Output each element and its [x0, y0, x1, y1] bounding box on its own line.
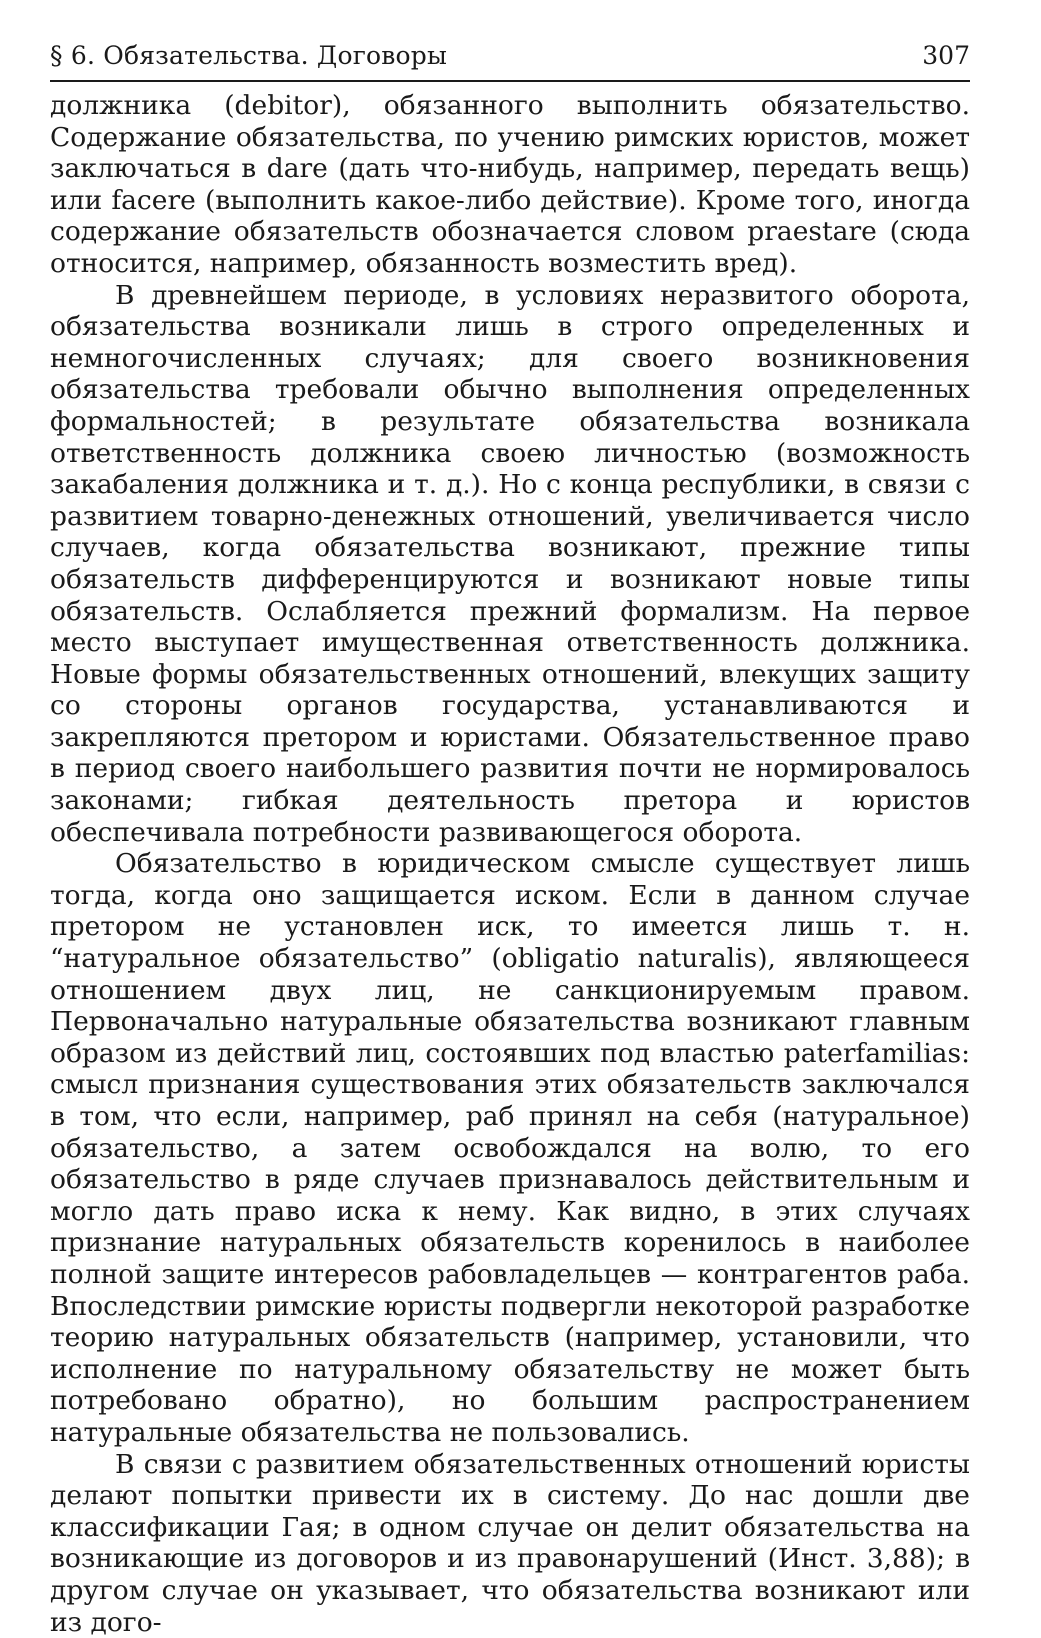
- section-title: § 6. Обязательства. Договоры: [50, 41, 448, 70]
- page-number: 307: [922, 41, 970, 70]
- book-page: [50, 38, 970, 1638]
- paragraph-3: Обязательство в юридическом смысле существует лишь тогда, когда оно защищается иском. Если в данном случае претором не установлен иск, то имеется лишь т. н. “натуральное обязательство” (obligatio naturalis), являющееся отношением двух лиц, не санкционируемым правом. Первоначально натуральные обязательства возникают главным образом из действий лиц, состоявших под властью paterfamilias: смысл признания существования этих обязательств заключался в том, что если, например, раб принял на себя (натуральное) обязательство, а затем освобождался на волю, то его обязательство в ряде случаев признавалось действительным и могло дать право иска к нему. Как видно, в этих случаях признание натуральных обязательств коренилось в наиболее полной защите интересов рабовладельцев — контрагентов раба. Впоследствии римские юристы подвергли некоторой разработке теорию натуральных обязательств (например, установили, что исполнение по натуральному обязательству не может быть потребовано обратно), но большим распространением натуральные обязательства не пользовались.: [50, 848, 970, 1448]
- running-head: [50, 38, 970, 82]
- body-text: [50, 90, 970, 1638]
- paragraph-1: должника (debitor), обязанного выполнить обязательство. Содержание обязательства, по учению римских юристов, может заключаться в dare (дать что-нибудь, например, передать вещь) или facere (выполнить какое-либо действие). Кроме того, иногда содержание обязательств обозначается словом praestare (сюда относится, например, обязанность возместить вред).: [50, 90, 970, 279]
- paragraph-2: В древнейшем периоде, в условиях неразвитого оборота, обязательства возникали лишь в строго определенных и немногочисленных случаях; для своего возникновения обязательства требовали обычно выполнения определенных формальностей; в результате обязательства возникала ответственность должника своею личностью (возможность закабаления должника и т. д.). Но с конца республики, в связи с развитием товарно-денежных отношений, увеличивается число случаев, когда обязательства возникают, прежние типы обязательств дифференцируются и возникают новые типы обязательств. Ослабляется прежний формализм. На первое место выступает имущественная ответственность должника. Новые формы обязательственных отношений, влекущих защиту со стороны органов государства, устанавливаются и закрепляются претором и юристами. Обязательственное право в период своего наибольшего развития почти не нормировалось законами; гибкая деятельность претора и юристов обеспечивала потребности развивающегося оборота.: [50, 279, 970, 848]
- paragraph-4: В связи с развитием обязательственных отношений юристы делают попытки привести их в систему. До нас дошли две классификации Гая; в одном случае он делит обязательства на возникающие из договоров и из правонарушений (Инст. 3,88); в другом случае он указывает, что обязательства возникают или из дого-: [50, 1448, 970, 1638]
